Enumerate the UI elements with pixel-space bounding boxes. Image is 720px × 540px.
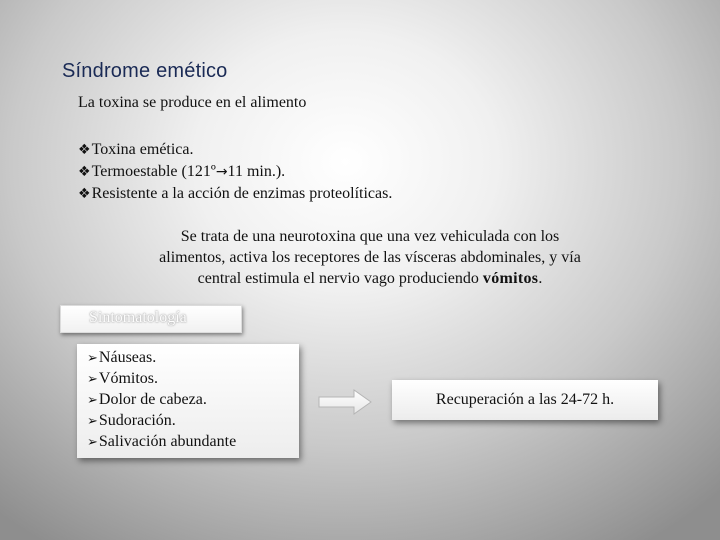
symptom-text: Náuseas. [98, 349, 157, 366]
arrowhead-bullet-icon: ➢ [87, 393, 98, 408]
symptoms-list [77, 344, 299, 453]
description-line [100, 268, 640, 289]
diamond-bullet-icon: ❖ [78, 142, 91, 158]
description-line: Se trata de una neurotoxina que una vez vehiculada con los [180, 228, 560, 245]
symptoms-header-label: Sintomatología [89, 309, 187, 326]
symptom-item [87, 390, 299, 411]
symptom-text: Salivación abundante [98, 433, 237, 450]
description-text: . [538, 270, 543, 287]
right-arrow-icon: → [215, 164, 228, 180]
property-text: 11 min.). [227, 163, 286, 180]
property-text: Termoestable (121º [91, 163, 216, 180]
arrowhead-bullet-icon: ➢ [87, 372, 98, 387]
symptom-item [87, 411, 299, 432]
property-text: Resistente a la acción de enzimas proteolíticas. [91, 185, 393, 202]
property-item [78, 183, 392, 205]
slide-subtitle: La toxina se produce en el alimento [78, 94, 307, 111]
diamond-bullet-icon: ❖ [78, 186, 91, 202]
arrowhead-bullet-icon: ➢ [87, 351, 98, 366]
symptom-item [87, 348, 299, 369]
symptom-item [87, 369, 299, 390]
description-text: central estimula el nervio vago produciendo [197, 270, 483, 287]
symptoms-box [77, 344, 299, 458]
symptom-text: Vómitos. [98, 370, 159, 387]
diamond-bullet-icon: ❖ [78, 164, 91, 180]
arrowhead-bullet-icon: ➢ [87, 435, 98, 450]
property-item [78, 139, 392, 161]
symptom-text: Sudoración. [98, 412, 176, 429]
symptom-text: Dolor de cabeza. [98, 391, 207, 408]
symptom-item [87, 432, 299, 453]
arrowhead-bullet-icon: ➢ [87, 414, 98, 429]
property-item [78, 161, 392, 183]
recovery-text: Recuperación a las 24-72 h. [435, 391, 615, 408]
description-emphasis: vómitos [482, 270, 539, 287]
description-paragraph [100, 226, 640, 289]
right-arrow-icon [318, 389, 372, 415]
description-line: alimentos, activa los receptores de las vísceras abdominales, y vía [159, 249, 581, 266]
recovery-box [392, 380, 658, 420]
properties-list [78, 139, 392, 205]
slide-title: Síndrome emético [62, 60, 228, 82]
symptoms-header-box [60, 305, 242, 333]
property-text: Toxina emética. [91, 141, 194, 158]
